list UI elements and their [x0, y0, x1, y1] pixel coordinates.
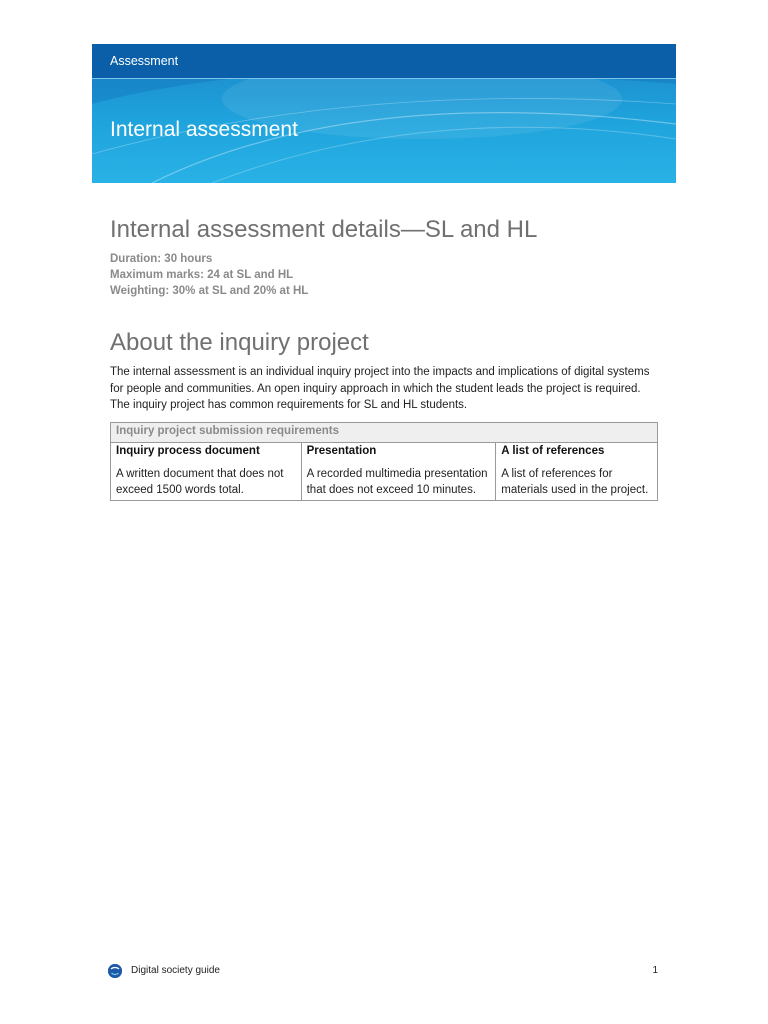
details-heading: Internal assessment details—SL and HL: [110, 216, 538, 243]
page-footer: [108, 964, 660, 978]
page-number: 1: [652, 965, 658, 976]
table-caption-row: [111, 423, 658, 443]
table-cell: A recorded multimedia presentation that does not exceed 10 minutes.: [301, 461, 496, 501]
submission-requirements-table: [110, 422, 658, 501]
table-caption: Inquiry project submission requirements: [111, 423, 658, 443]
table-header-cell: Presentation: [301, 443, 496, 462]
table-header-cell: A list of references: [496, 443, 658, 462]
table-header-row: [111, 443, 658, 462]
banner-section-bar: [92, 44, 676, 79]
intro-paragraph: The internal assessment is an individual inquiry project into the impacts and implications of digital systems for people and communities. An open inquiry approach in which the student leads the project is required. The inquiry project has common requirements for SL and HL students.: [110, 366, 650, 411]
table-cell: A written document that does not exceed 1500 words total.: [111, 461, 302, 501]
table-cell: A list of references for materials used in the project.: [496, 461, 658, 501]
weighting-line: Weighting: 30% at SL and 20% at HL: [110, 285, 309, 297]
page-banner: [92, 44, 676, 183]
banner-section-label: Assessment: [110, 54, 179, 68]
footer-guide-title: Digital society guide: [131, 965, 220, 976]
maximum-marks-line: Maximum marks: 24 at SL and HL: [110, 269, 294, 281]
about-heading: About the inquiry project: [110, 329, 369, 356]
banner-title: Internal assessment: [110, 118, 298, 141]
table-header-cell: Inquiry process document: [111, 443, 302, 462]
assessment-details: [110, 251, 308, 299]
duration-line: Duration: 30 hours: [110, 253, 213, 265]
table-row: [111, 461, 658, 501]
ib-logo-icon: [108, 964, 122, 978]
